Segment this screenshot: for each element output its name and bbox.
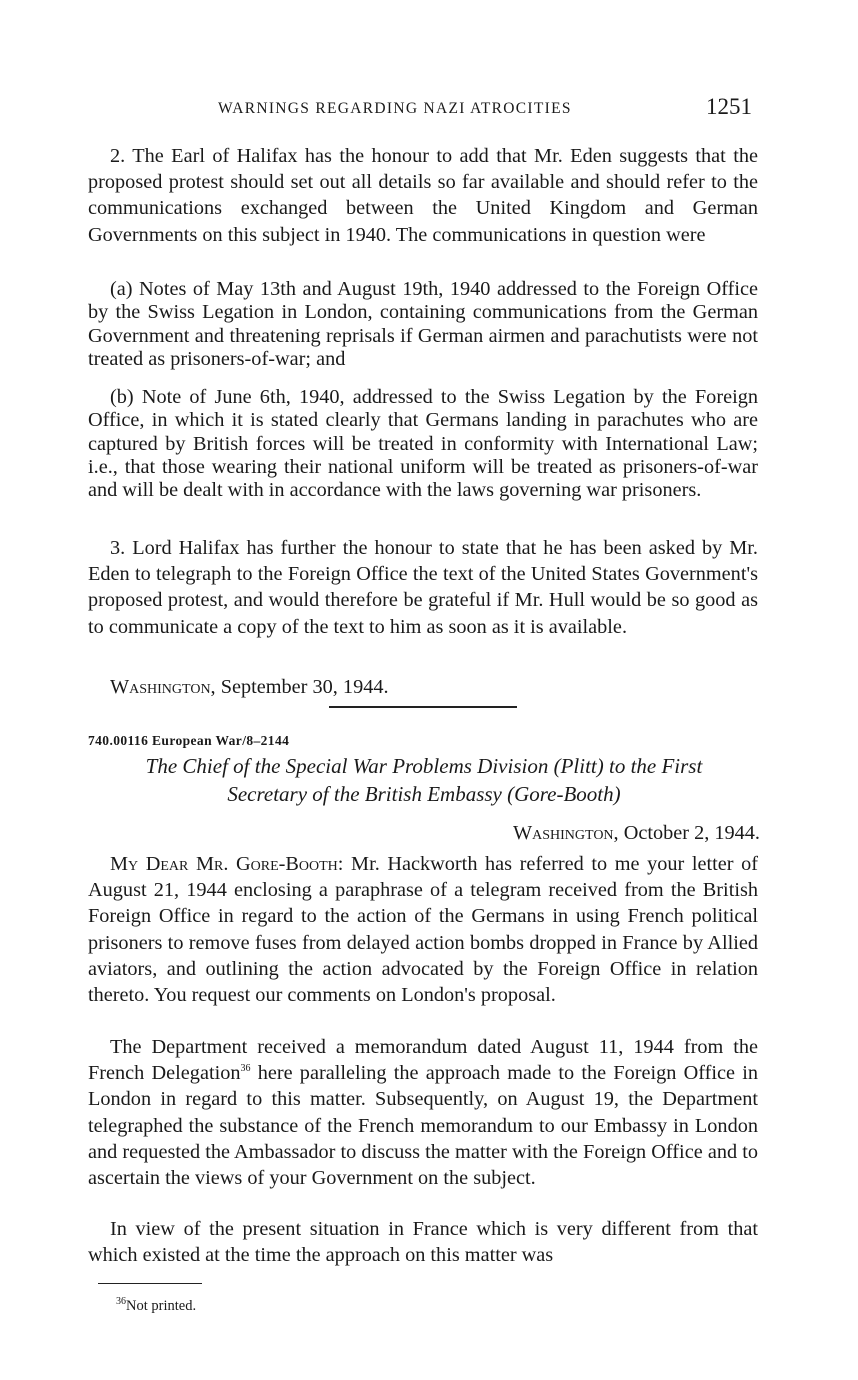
letter-paragraph-3 <box>88 1216 758 1268</box>
letter-paragraph-1-text: Mr. Hackworth has referred to me your letter of August 21, 1944 enclosing a paraphrase of a telegram received from the British Foreign Office in regard to the action of the Germans in using French political prisoners to remove fuses from delayed action bombs dropped in France by Allied aviators, and outlining the action advocated by the Foreign Office in relation thereto. You request our comments on London's proposal. <box>88 853 759 1007</box>
heading-line-1: The Chief of the Special War Problems Division (Plitt) to the First <box>145 754 703 778</box>
list-item-a-text <box>88 278 758 371</box>
dateline-place: Washington, <box>512 822 619 844</box>
dateline-place: Washington, <box>110 676 216 698</box>
list-item-b-text <box>88 386 758 502</box>
list-item-text: Notes of May 13th and August 19th, 1940 addressed to the Foreign Office by the Swiss Legation in London, containing communications from the German Government and threatening reprisals if German airmen and parachutists were not treated as prisoners-of-war; and <box>88 278 758 370</box>
list-marker: (a) <box>110 278 133 300</box>
list-item-a <box>88 278 758 371</box>
dateline-2 <box>513 822 760 845</box>
list-item-text: Note of June 6th, 1940, addressed to the Swiss Legation by the Foreign Office, in which it is stated clearly that Germans landing in parachutes who are captured by British forces will be treated in conformity with International Law; i.e., that those wearing their national uniform will be treated as prisoners-of-war and will be dealt with in accordance with the laws governing war prisoners. <box>88 386 758 502</box>
paragraph-3 <box>88 535 758 640</box>
letter-paragraph-2-text: The Department received a memorandum dated August 11, 1944 from the French Delegation <box>88 1036 758 1085</box>
paragraph-2 <box>88 143 758 248</box>
list-marker: (b) <box>110 386 134 408</box>
letter-paragraph-1 <box>88 851 758 1008</box>
footnote-reference: 36 <box>240 1063 251 1075</box>
list-item-b <box>88 386 758 502</box>
footnote <box>116 1298 196 1315</box>
footnote-text: Not printed. <box>126 1298 197 1314</box>
dateline-1 <box>88 674 758 700</box>
file-reference: 740.00116 European War/8–2144 <box>88 733 290 748</box>
footnote-divider <box>98 1283 202 1284</box>
letter-paragraph-2 <box>88 1034 758 1191</box>
document-heading <box>88 752 760 808</box>
letter-paragraph-2-text-cont: here paralleling the approach made to the Foreign Office in London in regard to this matter. Subsequently, on August 19, the Department telegraphed the substance of the French memorandum to our Embassy in London and requested the Ambassador to discuss the matter with the Foreign Office and to ascertain the views of your Government on the subject. <box>88 1062 758 1190</box>
section-divider <box>329 706 517 708</box>
salutation: My Dear Mr. Gore-Booth: <box>110 853 344 875</box>
running-title: WARNINGS REGARDING NAZI ATROCITIES <box>218 100 572 117</box>
paragraph-3-text: 3. Lord Halifax has further the honour to state that he has been asked by Mr. Eden to telegraph to the Foreign Office the text of the United States Government's proposed protest, and would therefore be grateful if Mr. Hull would be so good as to communicate a copy of the text to him as soon as it is available. <box>88 537 758 638</box>
letter-paragraph-3-text: In view of the present situation in France which is very different from that which existed at the time the approach on this matter was <box>88 1218 758 1267</box>
dateline-date: October 2, 1944. <box>623 822 760 844</box>
footnote-number: 36 <box>116 1296 126 1308</box>
heading-line-2: Secretary of the British Embassy (Gore-Booth) <box>227 782 621 806</box>
dateline-date: September 30, 1944. <box>220 676 389 698</box>
paragraph-2-text: 2. The Earl of Halifax has the honour to add that Mr. Eden suggests that the proposed protest should set out all details so far available and should refer to the communications exchanged between the United Kingdom and German Governments on this subject in 1940. The communications in question were <box>88 145 758 246</box>
page-number: 1251 <box>706 94 752 119</box>
running-head <box>88 94 758 124</box>
